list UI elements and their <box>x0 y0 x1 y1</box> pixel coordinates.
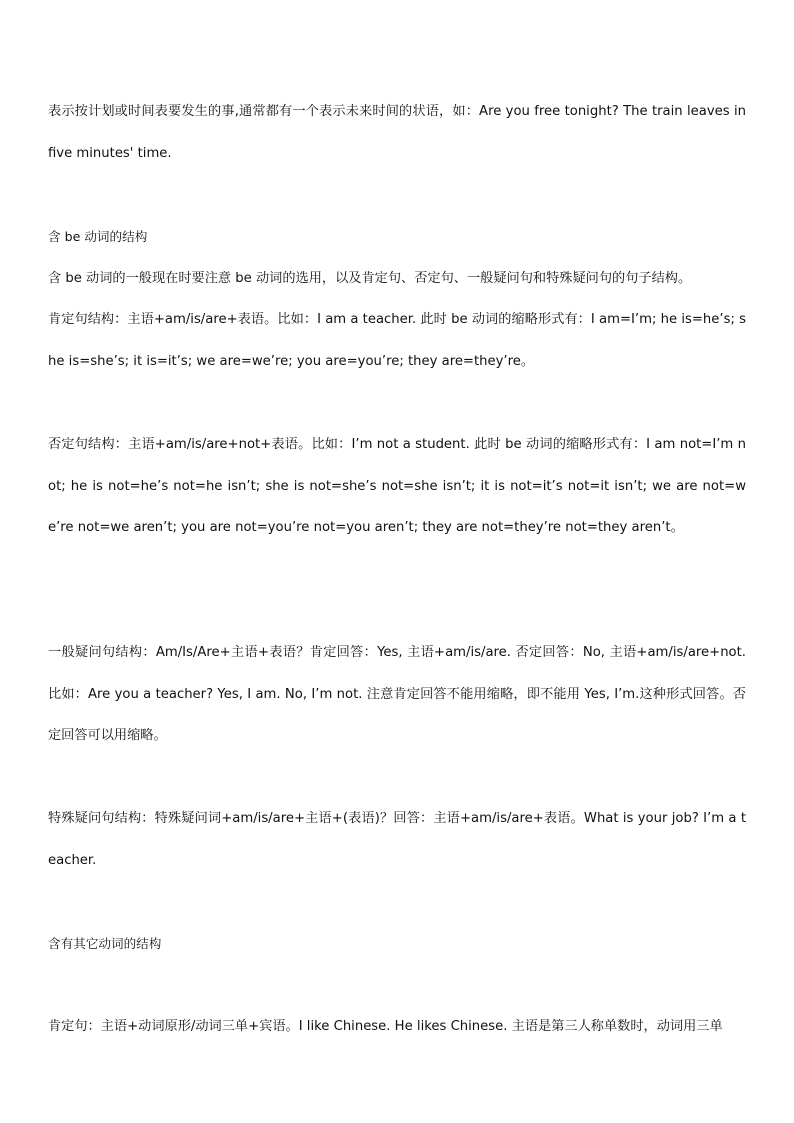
paragraph-other-verb-affirmative: 肯定句：主语+动词原形/动词三单+宾语。I like Chinese. He likes Chinese. 主语是第三人称单数时，动词用三单 <box>48 1019 723 1034</box>
paragraph-be-verb-intro: 含 be 动词的一般现在时要注意 be 动词的选用，以及肯定句、否定句、一般疑问句和特殊疑问句的句子结构。 <box>48 271 692 286</box>
paragraph-general-question-structure: 一般疑问句结构：Am/Is/Are+主语+表语？肯定回答：Yes, 主语+am/is/are. 否定回答：No, 主语+am/is/are+not. 比如：Are you a teacher? Yes, I am. No, I’m not. 注意肯定回答不能用缩略，即不能用 Yes, I’m.这种形式回答。否定回答可以用缩略。 <box>48 645 746 743</box>
heading-be-verb-structure: 含 be 动词的结构 <box>48 229 148 244</box>
heading-other-verb-structure: 含有其它动词的结构 <box>48 936 162 951</box>
paragraph-affirmative-structure: 肯定句结构：主语+am/is/are+表语。比如：I am a teacher. 此时 be 动词的缩略形式有：I am=I’m; he is=he’s; she is=she’s; it is=it’s; we are=we’re; you are=you’re; they are=they’re。 <box>48 312 746 369</box>
paragraph-negative-structure: 否定句结构：主语+am/is/are+not+表语。比如：I’m not a student. 此时 be 动词的缩略形式有：I am not=I’m not; he is not=he’s not=he isn’t; she is not=she’s not=she isn’t; it is not=it’s not=it isn’t; we are not=we’re not=we aren’t; you are not=you’re not=you aren’t; they are not=they’re not=they aren’t。 <box>48 437 746 535</box>
paragraph-special-question-structure: 特殊疑问句结构：特殊疑问词+am/is/are+主语+(表语)？回答：主语+am/is/are+表语。What is your job? I’m a teacher. <box>48 811 746 868</box>
paragraph-future-schedule: 表示按计划或时间表要发生的事,通常都有一个表示未来时间的状语，如：Are you free tonight? The train leaves in five minutes' time. <box>48 104 746 161</box>
